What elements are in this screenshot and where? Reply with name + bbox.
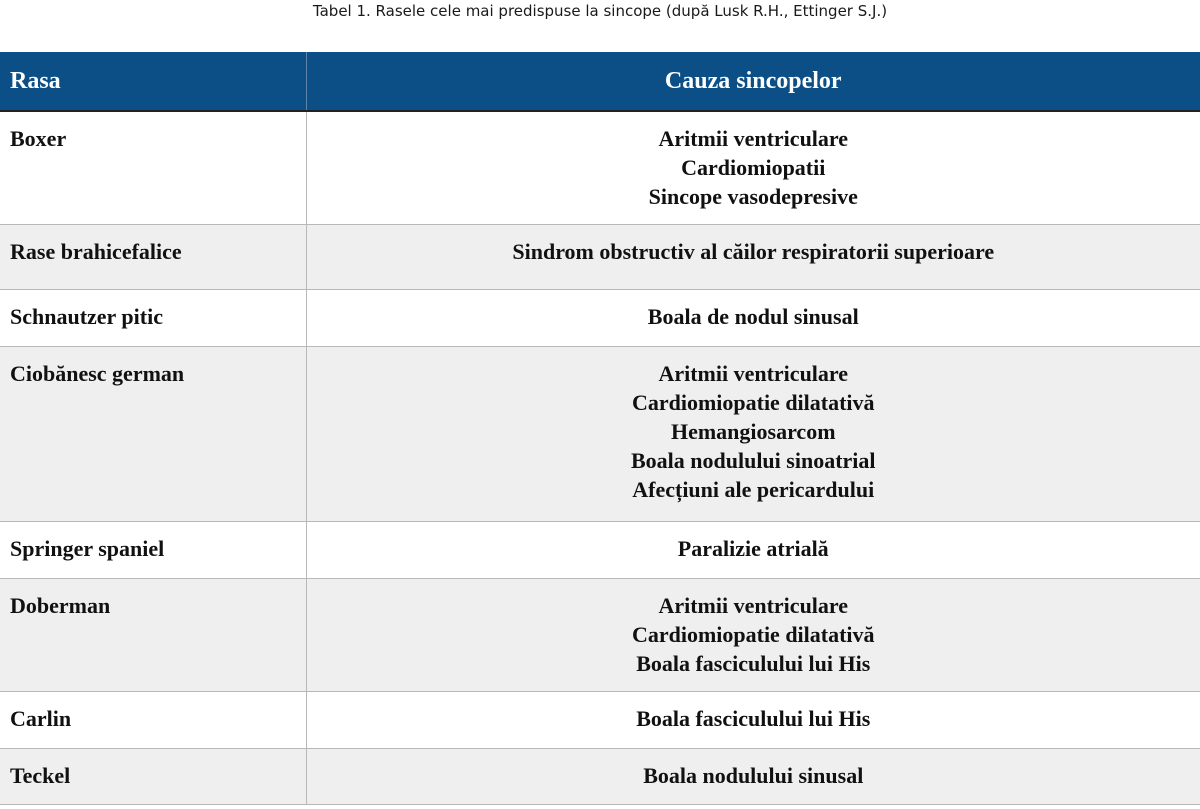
cause-item: Aritmii ventriculare <box>658 593 849 618</box>
cause-cell <box>306 225 1200 290</box>
cause-item: Boala fasciculului lui His <box>636 706 871 731</box>
table-row <box>0 522 1200 579</box>
table-caption: Tabel 1. Rasele cele mai predispuse la sincope (după Lusk R.H., Ettinger S.J.) <box>312 2 888 20</box>
cause-item: Boala fasciculului lui His <box>636 651 871 676</box>
header-breed: Rasa <box>0 52 306 111</box>
cause-item: Sincope vasodepresive <box>648 184 858 209</box>
cause-item: Paralizie atrială <box>677 536 829 561</box>
cause-item: Afecțiuni ale pericardului <box>632 477 875 502</box>
cause-cell <box>306 290 1200 347</box>
cause-item: Boala de nodul sinusal <box>647 304 859 329</box>
cause-item: Hemangiosarcom <box>670 419 836 444</box>
breed-cell: Rase brahicefalice <box>0 225 306 290</box>
breed-cell: Ciobănesc german <box>0 347 306 522</box>
table-row <box>0 347 1200 522</box>
cause-item: Boala nodulului sinoatrial <box>630 448 876 473</box>
table-header-row <box>0 52 1200 111</box>
cause-item: Boala nodulului sinusal <box>643 763 864 788</box>
table-row <box>0 111 1200 225</box>
cause-cell <box>306 692 1200 749</box>
breed-cell: Teckel <box>0 749 306 805</box>
cause-cell <box>306 347 1200 522</box>
cause-cell <box>306 749 1200 805</box>
cause-item: Aritmii ventriculare <box>658 361 849 386</box>
cause-item: Cardiomiopatii <box>681 155 826 180</box>
breed-cell: Schnautzer pitic <box>0 290 306 347</box>
cause-cell <box>306 579 1200 692</box>
breed-cell: Doberman <box>0 579 306 692</box>
header-cause: Cauza sincopelor <box>306 52 1200 111</box>
cause-cell <box>306 111 1200 225</box>
breed-cell: Carlin <box>0 692 306 749</box>
table-body <box>0 111 1200 805</box>
cause-item: Sindrom obstructiv al căilor respiratorii superioare <box>512 239 995 264</box>
table-row <box>0 579 1200 692</box>
breed-cell: Boxer <box>0 111 306 225</box>
table-row <box>0 225 1200 290</box>
breed-cell: Springer spaniel <box>0 522 306 579</box>
cause-item: Aritmii ventriculare <box>658 126 849 151</box>
table-row <box>0 692 1200 749</box>
cause-cell <box>306 522 1200 579</box>
cause-item: Cardiomiopatie dilatativă <box>631 390 875 415</box>
breeds-syncope-table <box>0 52 1200 805</box>
cause-item: Cardiomiopatie dilatativă <box>631 622 875 647</box>
table-row <box>0 749 1200 805</box>
table-row <box>0 290 1200 347</box>
